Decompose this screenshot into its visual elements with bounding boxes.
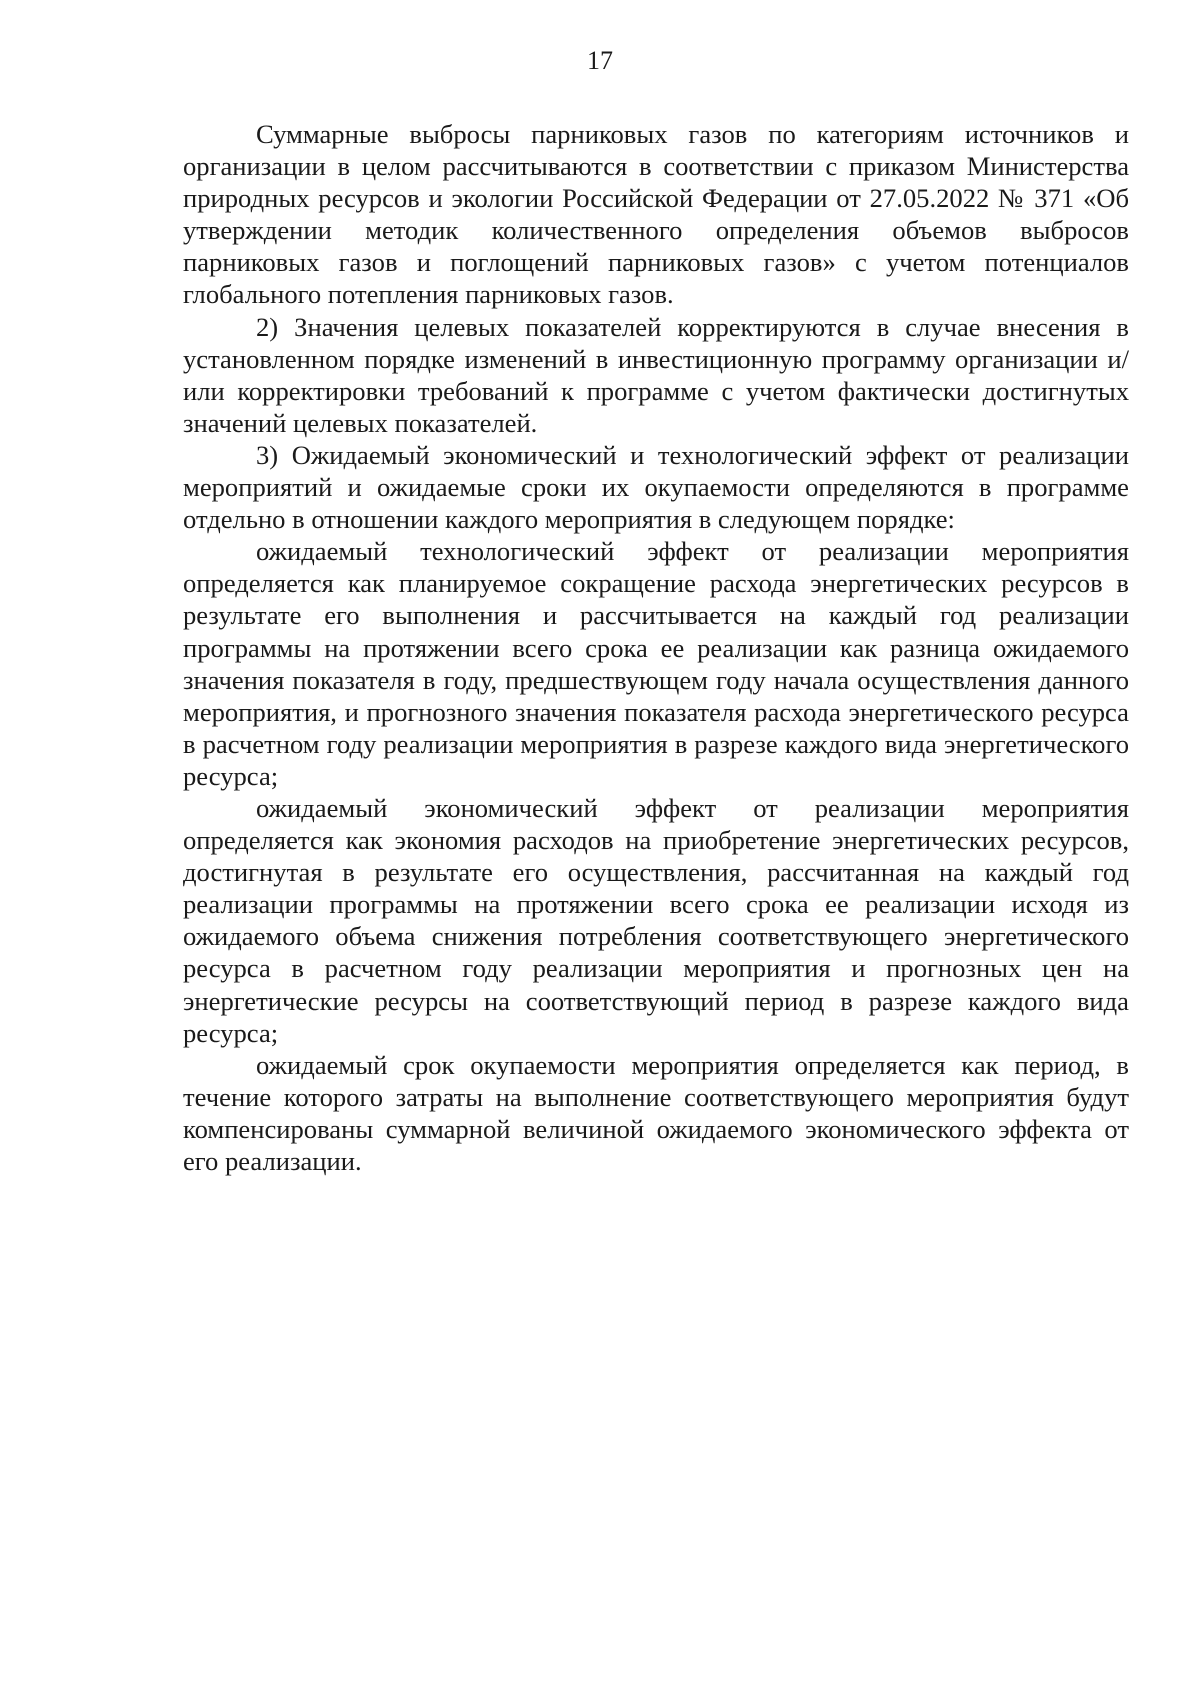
paragraph-target-indicators: 2) Значения целевых показателей корректируются в случае внесения в установленном порядке изменений в инвестиционную программу организации и/или корректировки требований к программе с учетом фактически достигнутых значений целевых показателей. [183, 311, 1129, 438]
document-body [183, 118, 1129, 1177]
paragraph-economic-effect: ожидаемый экономический эффект от реализации мероприятия определяется как экономия расходов на приобретение энергетических ресурсов, достигнутая в результате его осуществления, рассчитанная на каждый год реализации программы на протяжении всего срока ее реализации исходя из ожидаемого объема снижения потребления соответствующего энергетического ресурса в расчетном году реализации мероприятия и прогнозных цен на энергетические ресурсы на соответствующий период в разрезе каждого вида ресурса; [183, 792, 1129, 1048]
paragraph-emissions-calculation: Суммарные выбросы парниковых газов по категориям источников и организации в целом рассчитываются в соответствии с приказом Министерства природных ресурсов и экологии Российской Федерации от 27.05.2022 № 371 «Об утверждении методик количественного определения объемов выбросов парниковых газов и поглощений парниковых газов» с учетом потенциалов глобального потепления парниковых газов. [183, 119, 1129, 310]
paragraph-payback-period: ожидаемый срок окупаемости мероприятия определяется как период, в течение которого затраты на выполнение соответствующего мероприятия будут компенсированы суммарной величиной ожидаемого экономического эффекта от его реализации. [183, 1049, 1129, 1176]
page-number: 17 [587, 46, 613, 75]
paragraph-expected-effect: 3) Ожидаемый экономический и технологический эффект от реализации мероприятий и ожидаемые сроки их окупаемости определяются в программе отдельно в отношении каждого мероприятия в следующем порядке: [183, 439, 1129, 535]
paragraph-technological-effect: ожидаемый технологический эффект от реализации мероприятия определяется как планируемое сокращение расхода энергетических ресурсов в результате его выполнения и рассчитывается на каждый год реализации программы на протяжении всего срока ее реализации как разница ожидаемого значения показателя в году, предшествующем году начала осуществления данного мероприятия, и прогнозного значения показателя расхода энергетического ресурса в расчетном году реализации мероприятия в разрезе каждого вида энергетического ресурса; [183, 536, 1129, 791]
